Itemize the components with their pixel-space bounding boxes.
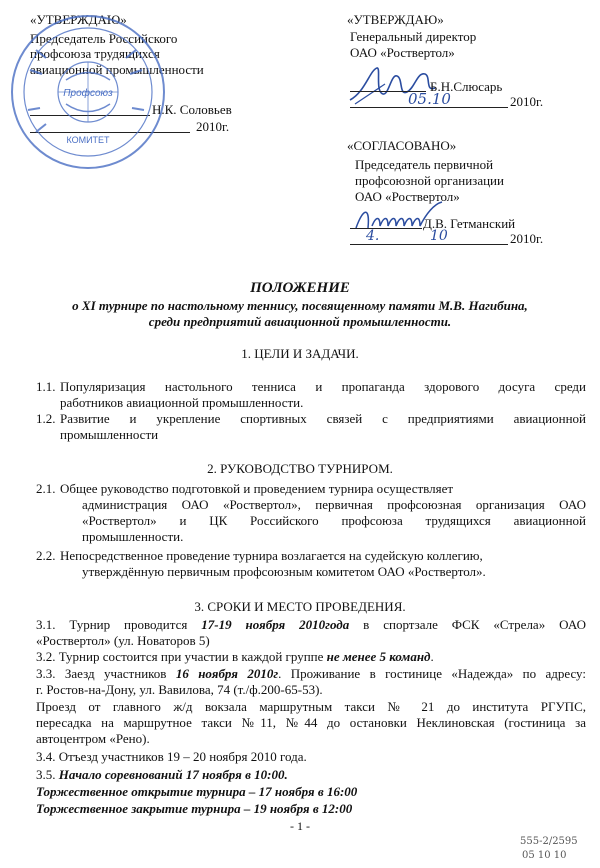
union-date-day: 4. xyxy=(366,228,380,244)
section2-item1-line1: Общее руководство подготовкой и проведением турнира осуществляет xyxy=(60,481,454,496)
agreed-line1: Председатель первичной xyxy=(355,157,494,172)
section2-item2-line1: Непосредственное проведение турнира возлагается на судейскую коллегию, xyxy=(60,548,483,563)
document-subtitle-2: среди предприятий авиационной промышленности. xyxy=(148,314,452,329)
closing-ceremony: Торжественное закрытие турнира – 19 ноября в 12:00 xyxy=(36,801,353,816)
section1-item1-line1: Популяризация настольного тенниса и пропаганда здорового досуга среди xyxy=(60,379,586,394)
organization-seal xyxy=(6,10,171,175)
section2-item2-line2: утверждённую первичным профсоюзным комитетом ОАО «Роствертол». xyxy=(82,564,486,579)
seal-label: КОМИТЕТ xyxy=(66,135,110,145)
section3-item4: 3.4. Отъезд участников 19 – 20 ноября 2010 года. xyxy=(36,749,307,764)
opening-ceremony: Торжественное открытие турнира – 17 ноября в 16:00 xyxy=(36,784,358,799)
section2-heading: 2. РУКОВОДСТВО ТУРНИРОМ. xyxy=(207,461,393,476)
section3-item1-line2: «Роствертол» (ул. Новаторов 5) xyxy=(36,633,210,648)
section1-item2-line2: промышленности xyxy=(60,427,159,442)
document-subtitle-1: о XI турнире по настольному теннису, посвященному памяти М.В. Нагибина, xyxy=(72,298,528,313)
approval-left-line3: авиационной промышленности xyxy=(30,62,204,77)
approval-left-name: Н.К. Соловьев xyxy=(152,102,232,117)
section3-heading: 3. СРОКИ И МЕСТО ПРОВЕДЕНИЯ. xyxy=(194,599,406,614)
route-line1: Проезд от главного ж/д вокзала маршрутным такси № 21 до института РГУПС, xyxy=(36,699,586,714)
section3-item1-line1: 3.1. Турнир проводится 17-19 ноября 2010года в спортзале ФСК «Стрела» ОАО xyxy=(36,617,586,632)
document-title: ПОЛОЖЕНИЕ xyxy=(250,280,350,296)
section3-item3-line1: 3.3. Заезд участников 16 ноября 2010г. Проживание в гостинице «Надежда» по адресу: xyxy=(36,666,586,681)
section3-item3-line2: г. Ростов-на-Дону, ул. Вавилова, 74 (т./ф.200-65-53). xyxy=(36,682,323,697)
route-line2: пересадка на маршрутное такси №11, №44 до остановки Неклиновская (гостиница за xyxy=(36,715,586,730)
approval-left-line2: профсоюза трудящихся xyxy=(30,46,160,61)
section2-item2-num: 2.2. xyxy=(36,548,56,563)
agreed-heading: «СОГЛАСОВАНО» xyxy=(347,138,457,153)
approval-left-heading: «УТВЕРЖДАЮ» xyxy=(30,12,127,27)
section1-item2-line1: Развитие и укрепление спортивных связей с предприятиями авиационной xyxy=(60,411,586,426)
section1-item1-num: 1.1. xyxy=(36,379,56,394)
section1-item2-num: 1.2. xyxy=(36,411,56,426)
section2-item1-line2: администрация ОАО «Роствертол», первичная профсоюзная организация ОАО xyxy=(82,497,586,512)
registration-number: 555-2/2595 xyxy=(520,836,578,847)
signature-line-union xyxy=(350,228,422,229)
agreed-year: 2010г. xyxy=(510,231,544,246)
registration-date: 05 10 10 xyxy=(522,850,567,861)
agreed-name: Д.В. Гетманский xyxy=(423,216,516,231)
approval-left-line1: Председатель Российского xyxy=(30,31,178,46)
approval-right-line2: ОАО «Роствертол» xyxy=(350,45,455,60)
section3-item5: 3.5. Начало соревнований 17 ноября в 10:00. xyxy=(36,767,288,782)
approval-right-name: Б.Н.Слюсарь xyxy=(430,79,503,94)
section1-item1-line2: работников авиационной промышленности. xyxy=(60,395,304,410)
approval-right-line1: Генеральный директор xyxy=(350,29,477,44)
date-line-union xyxy=(350,244,508,245)
agreed-line2: профсоюзной организации xyxy=(355,173,504,188)
route-line3: автоцентром «Рено). xyxy=(36,731,150,746)
seal-center-text: Профсоюз xyxy=(63,88,113,99)
section2-item1-line4: промышленности. xyxy=(82,529,184,544)
page-number: - 1 - xyxy=(290,819,310,833)
section1-heading: 1. ЦЕЛИ И ЗАДАЧИ. xyxy=(241,346,359,361)
section3-item2: 3.2. Турнир состоится при участии в каждой группе не менее 5 команд. xyxy=(36,649,434,664)
director-date-hand: 05.10 xyxy=(408,90,451,108)
agreed-line3: ОАО «Роствертол» xyxy=(355,189,460,204)
union-date-month: 10 xyxy=(430,228,448,244)
approval-right-year: 2010г. xyxy=(510,94,544,109)
approval-right-heading: «УТВЕРЖДАЮ» xyxy=(347,12,444,27)
approval-left-year: 2010г. xyxy=(196,119,230,134)
section2-item1-num: 2.1. xyxy=(36,481,56,496)
section2-item1-line3: «Роствертол» и ЦК Российского профсоюза трудящихся авиационной xyxy=(82,513,586,528)
